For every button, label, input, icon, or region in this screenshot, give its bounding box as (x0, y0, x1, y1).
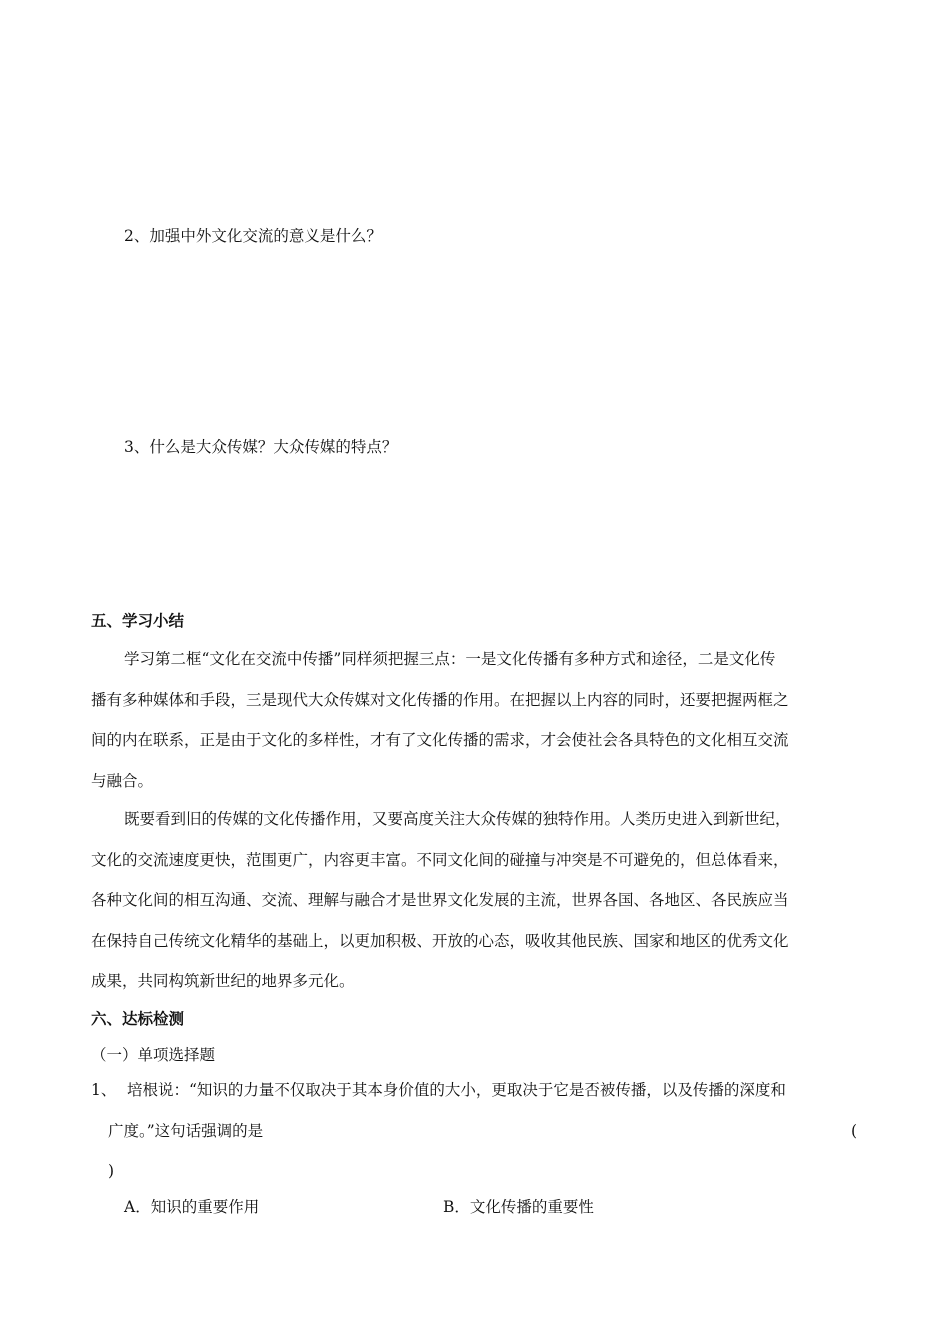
question-1-number: 1、 (91, 1081, 117, 1099)
section-heading-test: 六、达标检测 (91, 1010, 185, 1028)
summary-p2-line-3: 各种文化间的相互沟通、交流、理解与融合才是世界文化发展的主流，世界各国、各地区、各民族应当 (91, 891, 789, 909)
question-1-line-2: 广度。”这句话强调的是 (108, 1122, 264, 1140)
summary-p2-line-5: 成果，共同构筑新世纪的地界多元化。 (91, 972, 355, 990)
summary-p1-line-2: 播有多种媒体和手段，三是现代大众传媒对文化传播的作用。在把握以上内容的同时，还要把握两框之 (91, 691, 789, 709)
answer-paren-open: ( (851, 1122, 858, 1140)
question-3: 3、什么是大众传媒？大众传媒的特点？ (124, 438, 398, 456)
summary-p1-line-3: 间的内在联系，正是由于文化的多样性，才有了文化传播的需求，才会使社会各具特色的文化相互交流 (91, 731, 789, 749)
option-a: A．知识的重要作用 (124, 1198, 260, 1216)
summary-p1-line-1: 学习第二框“文化在交流中传播”同样须把握三点：一是文化传播有多种方式和途径，二是文化传 (124, 650, 776, 668)
answer-paren-close: ) (108, 1162, 115, 1180)
question-1-line-1: 培根说：“知识的力量不仅取决于其本身价值的大小，更取决于它是否被传播，以及传播的深度和 (127, 1081, 786, 1099)
sub-heading-single-choice: （一）单项选择题 (91, 1046, 216, 1064)
summary-p1-line-4: 与融合。 (91, 772, 154, 790)
summary-p2-line-2: 文化的交流速度更快，范围更广，内容更丰富。不同文化间的碰撞与冲突是不可避免的，但总体看来， (91, 851, 789, 869)
section-heading-summary: 五、学习小结 (91, 612, 185, 630)
summary-p2-line-1: 既要看到旧的传媒的文化传播作用，又要高度关注大众传媒的独特作用。人类历史进入到新世纪， (124, 810, 791, 828)
option-b: B．文化传播的重要性 (443, 1198, 594, 1216)
question-2: 2、加强中外文化交流的意义是什么？ (124, 227, 382, 245)
summary-p2-line-4: 在保持自己传统文化精华的基础上，以更加积极、开放的心态，吸收其他民族、国家和地区的优秀文化 (91, 932, 789, 950)
